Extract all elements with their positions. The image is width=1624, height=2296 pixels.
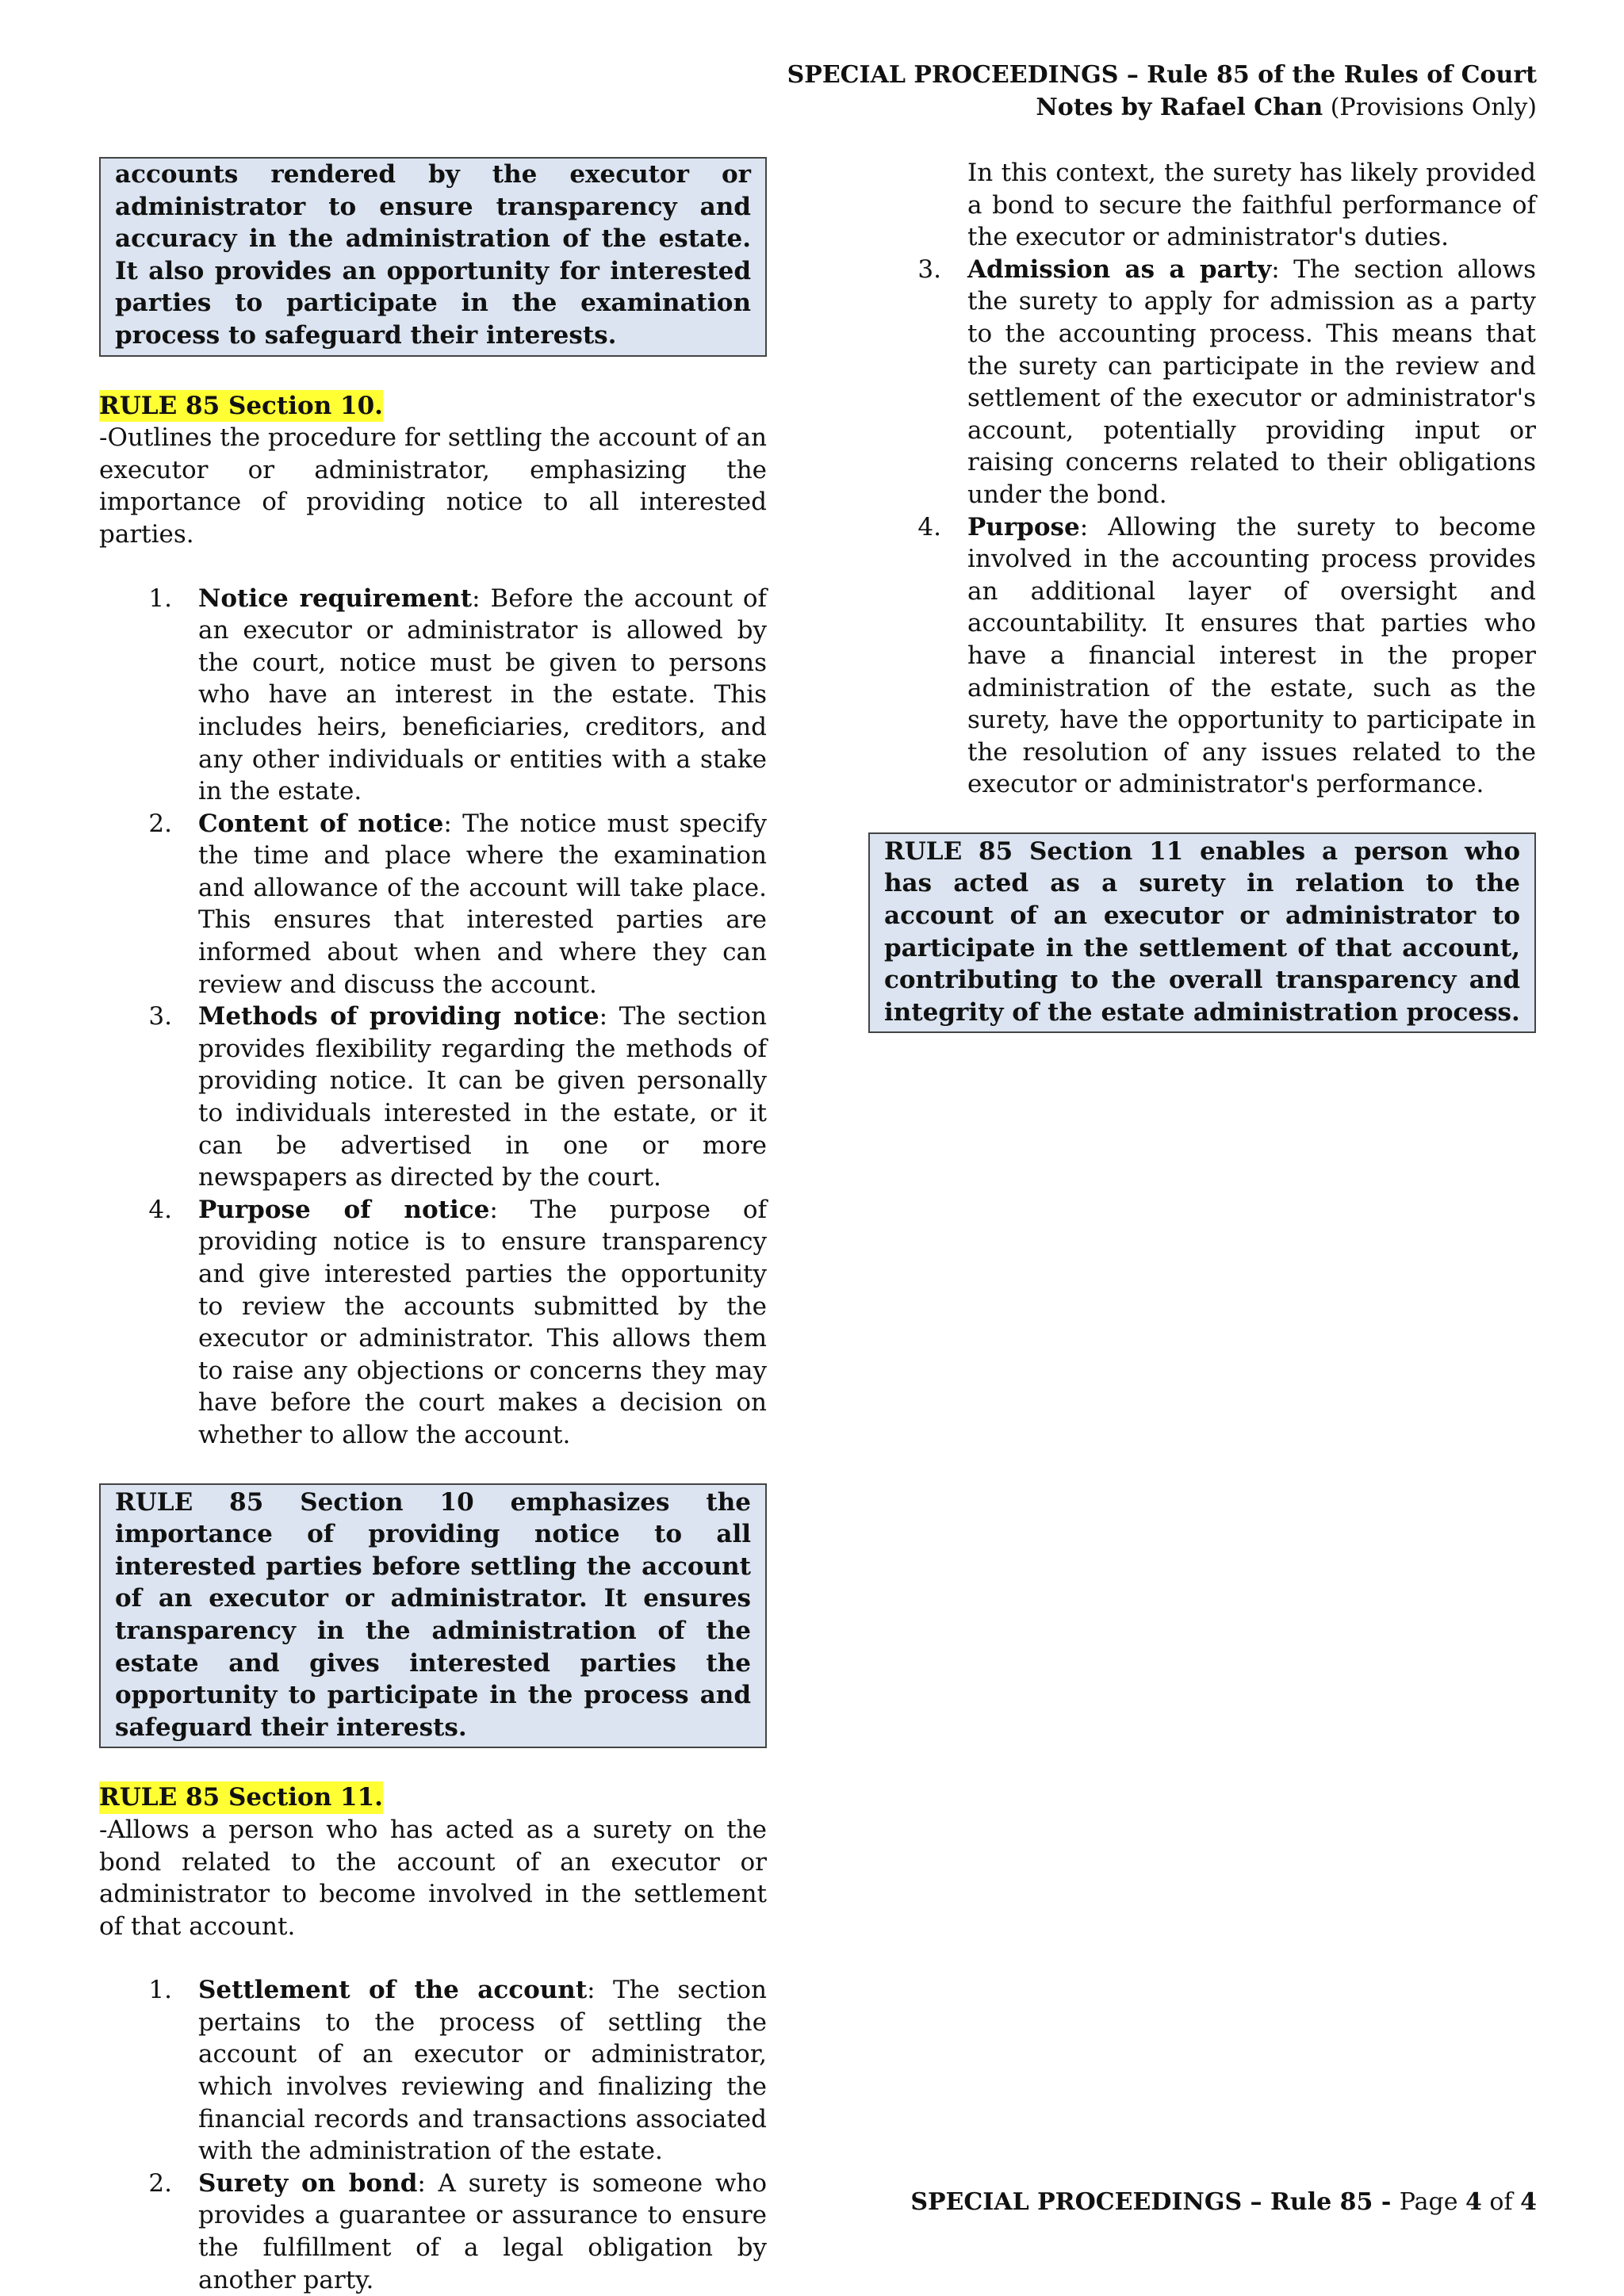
left-column [99, 157, 767, 2296]
header-author-line [787, 91, 1537, 124]
footer-title: SPECIAL PROCEEDINGS – Rule 85 [910, 2188, 1373, 2216]
section-10-description: -Outlines the procedure for settling the account of an executor or administrator, emphasizing the importance of providing notice to all interested parties. [99, 423, 767, 549]
list-item: 4. Purpose: Allowing the surety to become involved in the accounting process provides an additional layer of oversight and accountability. It ensures that parties who have a financial interest in the proper administration of the estate, such as the surety, have the opportunity to participate in the resolution of any issues related to the executor or administrator's performance. [917, 512, 1536, 799]
section-10-list [99, 583, 767, 1452]
header-note: (Provisions Only) [1323, 94, 1537, 121]
section-10-title: RULE 85 Section 10. [99, 390, 383, 423]
list-item: 1. Notice requirement: Before the account of an executor or administrator is allowed by the court, notice must be given to persons who have an interest in the estate. This includes heirs, beneficiaries, creditors, and any other individuals or entities with a stake in the estate. [148, 584, 768, 806]
list-item: 3. Admission as a party: The section allows the surety to apply for admission as a party to the accounting process. This means that the surety can participate in the review and settlement of the executor or administrator's account, potentially providing input or raising concerns related to their obligations under the bond. [917, 254, 1536, 509]
list-item: 2. Surety on bond: A surety is someone who provides a guarantee or assurance to ensure the fulfillment of a legal obligation by another party. [148, 2168, 767, 2294]
list-item-continuation: In this context, the surety has likely provided a bond to secure the faithful performance of the executor or administrator's duties. [967, 159, 1536, 252]
section-11-list [99, 1974, 767, 2296]
page-footer: SPECIAL PROCEEDINGS – Rule 85 - Page 4 of 4 [910, 2188, 1537, 2216]
summary-box-section-9: accounts rendered by the executor or administrator to ensure transparency and accuracy in the administration of the estate. It also provides an opportunity for interested parties to participate in the examination process to safeguard their interests. [99, 157, 767, 357]
list-item: 3. Methods of providing notice: The section provides flexibility regarding the methods of providing notice. It can be given personally to individuals interested in the estate, or it can be advertised in one or more newspapers as directed by the court. [148, 1002, 767, 1192]
section-11-list-continued [868, 254, 1536, 801]
summary-box-section-11: RULE 85 Section 11 enables a person who has acted as a surety in relation to the account of an executor or administrator to participate in the settlement of that account, contributing to the overall transparency and integrity of the estate administration process. [868, 832, 1536, 1034]
list-item: 4. Purpose of notice: The purpose of providing notice is to ensure transparency and give interested parties the opportunity to review the accounts submitted by the executor or administrator. This allows them to raise any objections or concerns they may have before the court makes a decision on whether to allow the account. [148, 1195, 768, 1449]
list-item: 1. Settlement of the account: The section pertains to the process of settling the account of an executor or administrator, which involves reviewing and finalizing the financial records and transactions associated with the administration of the estate. [148, 1976, 768, 2166]
right-column [868, 157, 1536, 1033]
header-title: SPECIAL PROCEEDINGS – Rule 85 of the Rules of Court [787, 61, 1537, 89]
page-number: 4 [1465, 2188, 1482, 2216]
summary-box-section-10: RULE 85 Section 10 emphasizes the importance of providing notice to all interested parties before settling the account of an executor or administrator. It ensures transparency in the administration of the estate and gives interested parties the opportunity to participate in the process and safeguard their interests. [99, 1483, 767, 1749]
page-total: 4 [1520, 2188, 1537, 2216]
section-11-description: -Allows a person who has acted as a surety on the bond related to the account of an executor or administrator to become involved in the settlement of that account. [99, 1815, 767, 1941]
list-item: 2. Content of notice: The notice must specify the time and place where the examination and allowance of the account will take place. This ensures that interested parties are informed about when and where they can review and discuss the account. [148, 809, 767, 999]
section-11-title: RULE 85 Section 11. [99, 1781, 383, 1814]
page-header [787, 59, 1537, 124]
header-author: Notes by Rafael Chan [1036, 94, 1323, 121]
